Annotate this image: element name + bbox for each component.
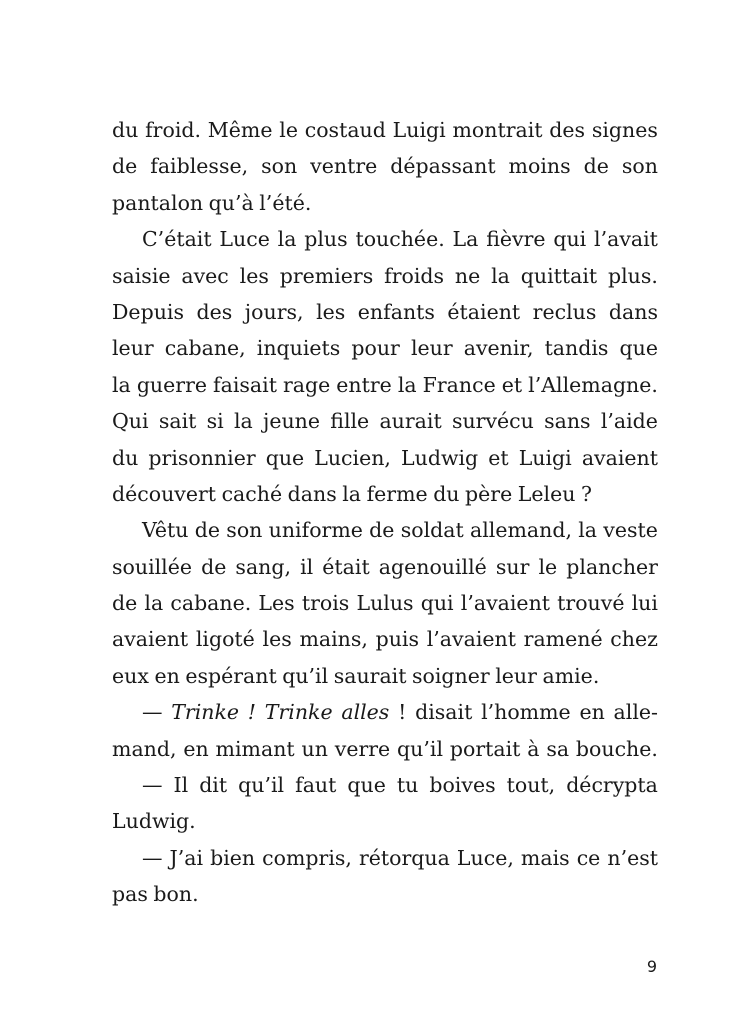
word: ligoté xyxy=(195,627,255,652)
word: inquiets xyxy=(256,336,341,361)
word: sait xyxy=(158,409,197,434)
word: la xyxy=(342,481,362,506)
word: C’était xyxy=(142,227,212,252)
word: caché xyxy=(221,481,283,506)
word: avaient xyxy=(112,627,189,652)
text-line xyxy=(112,512,658,548)
word: Qui xyxy=(112,409,149,434)
word: avec xyxy=(181,263,229,288)
word: Même xyxy=(207,118,273,142)
word: boives xyxy=(429,773,496,798)
word: soigner xyxy=(412,663,490,688)
word: Lulus xyxy=(356,591,414,616)
text-line xyxy=(112,221,658,257)
word: de xyxy=(112,591,138,616)
word: costaud xyxy=(304,118,386,142)
word: France xyxy=(422,372,496,397)
word: bien xyxy=(210,845,256,870)
word: qu’il xyxy=(282,663,329,688)
word: pantalon xyxy=(112,190,204,215)
word: en xyxy=(183,736,209,761)
word: puis xyxy=(375,627,420,652)
text-line xyxy=(112,694,658,730)
word: ramené xyxy=(523,627,603,652)
word: jours, xyxy=(244,299,304,324)
word: eux xyxy=(112,663,149,688)
word: saisie xyxy=(112,263,171,288)
word: qui xyxy=(420,591,454,616)
text-line xyxy=(112,803,658,839)
word: du xyxy=(112,445,139,470)
word: dans xyxy=(608,299,658,324)
word: sur xyxy=(495,554,530,579)
word: qu’il xyxy=(397,736,444,761)
word: sang, xyxy=(235,554,292,579)
word: les xyxy=(239,263,269,288)
word: mimant xyxy=(215,736,295,761)
word: les xyxy=(262,627,292,652)
text-line xyxy=(112,403,658,439)
text-line xyxy=(112,767,658,803)
text-line xyxy=(112,148,658,184)
word: à xyxy=(527,736,540,761)
text-line xyxy=(112,367,658,403)
word: ne xyxy=(454,263,481,288)
word: Depuis xyxy=(112,299,184,324)
word: trois xyxy=(301,591,350,616)
page-body-text xyxy=(112,112,658,913)
word: Luce, xyxy=(456,845,514,870)
word: les xyxy=(316,299,346,324)
word: qui xyxy=(553,227,587,252)
text-line xyxy=(112,731,658,767)
word: Trinke xyxy=(171,700,240,725)
word: lui xyxy=(631,591,658,616)
word: avaient xyxy=(581,445,658,470)
word: son xyxy=(261,154,298,179)
word: uniforme xyxy=(268,518,363,543)
word: plus xyxy=(304,227,348,252)
word: dépassant xyxy=(390,154,496,179)
word: de xyxy=(369,518,395,543)
word: Luigi xyxy=(518,445,572,470)
word: ! xyxy=(398,700,407,725)
word: allemand, xyxy=(469,518,572,543)
word: sans xyxy=(544,409,591,434)
text-line xyxy=(112,840,658,876)
word: amie. xyxy=(542,663,600,688)
word: la xyxy=(578,518,598,543)
word: de xyxy=(112,154,138,179)
word: pas xyxy=(112,882,148,907)
word: plancher xyxy=(566,554,658,579)
word: premiers xyxy=(279,263,374,288)
word: Vêtu xyxy=(142,518,189,543)
word: faisait xyxy=(213,372,277,397)
word: saurait xyxy=(333,663,407,688)
word: bouche. xyxy=(575,736,658,761)
word: et xyxy=(501,372,523,397)
word: Leleu xyxy=(517,481,576,506)
word: faut xyxy=(295,773,337,798)
word: avenir, xyxy=(463,336,534,361)
word: cabane, xyxy=(164,336,246,361)
word: sa xyxy=(546,736,570,761)
word: que xyxy=(619,336,658,361)
word: Ludwig. xyxy=(112,809,196,834)
word: était xyxy=(322,554,370,579)
word: tandis xyxy=(544,336,609,361)
word: reclus xyxy=(532,299,597,324)
word: rage xyxy=(282,372,331,397)
text-line xyxy=(112,585,658,621)
text-line xyxy=(112,658,658,694)
word: découvert xyxy=(112,481,217,506)
word: moins xyxy=(508,154,571,179)
word: la xyxy=(233,409,253,434)
word: disait xyxy=(415,700,473,725)
text-line xyxy=(112,294,658,330)
word: — xyxy=(142,845,163,870)
word: l’avaient xyxy=(426,627,516,652)
word: Ludwig xyxy=(401,445,479,470)
word: et xyxy=(488,445,509,470)
word: que xyxy=(347,773,386,798)
word: la xyxy=(144,591,164,616)
word: le xyxy=(538,554,558,579)
word: soldat xyxy=(400,518,464,543)
word: leur xyxy=(410,336,453,361)
word: froids xyxy=(384,263,445,288)
word: en xyxy=(154,663,180,688)
word: verre xyxy=(334,736,391,761)
text-line xyxy=(112,876,658,912)
word: — xyxy=(142,700,163,725)
word: quittait xyxy=(520,263,598,288)
word: un xyxy=(301,736,328,761)
word: alles xyxy=(341,700,390,725)
word: ventre xyxy=(310,154,378,179)
word: l’avait xyxy=(594,227,658,252)
word: faiblesse, xyxy=(150,154,249,179)
word: mais xyxy=(520,845,570,870)
word: n’est xyxy=(607,845,658,870)
word: décrypta xyxy=(566,773,658,798)
word: Lucien, xyxy=(314,445,391,470)
word: La xyxy=(452,227,479,252)
word: des xyxy=(549,118,586,142)
word: ferme xyxy=(366,481,428,506)
word: agenouillé xyxy=(378,554,487,579)
word: jeune xyxy=(262,409,321,434)
text-line xyxy=(112,621,658,657)
word: la xyxy=(491,263,510,288)
word: ! xyxy=(247,700,257,725)
word: alle- xyxy=(613,700,658,725)
word: Luce xyxy=(219,227,270,252)
word: bon. xyxy=(153,882,199,907)
word: prisonnier xyxy=(148,445,256,470)
word: compris, xyxy=(262,845,352,870)
word: leur xyxy=(112,336,154,361)
word: qu’à xyxy=(208,190,254,215)
word: portait xyxy=(449,736,521,761)
word: des xyxy=(196,299,233,324)
word: entre xyxy=(336,372,392,397)
word: Luigi xyxy=(392,118,446,142)
word: ? xyxy=(580,481,592,506)
word: survécu xyxy=(451,409,534,434)
word: enfants xyxy=(357,299,435,324)
word: l’été. xyxy=(259,190,312,215)
word: cabane. xyxy=(170,591,252,616)
word: trouvé xyxy=(557,591,625,616)
word: père xyxy=(465,481,513,506)
word: J’ai xyxy=(169,845,204,870)
word: l’homme xyxy=(481,700,571,725)
word: l’Allemagne. xyxy=(528,372,658,397)
word: le xyxy=(279,118,298,142)
page-number: 9 xyxy=(646,957,657,976)
word: mains, xyxy=(299,627,368,652)
text-line xyxy=(112,476,658,512)
word: de xyxy=(194,518,221,543)
word: de xyxy=(583,154,609,179)
text-line xyxy=(112,330,658,366)
word: l’aide xyxy=(600,409,658,434)
word: du xyxy=(112,118,139,142)
text-line xyxy=(112,258,658,294)
word: tu xyxy=(396,773,419,798)
word: qu’il xyxy=(238,773,285,798)
word: guerre xyxy=(136,372,208,397)
word: fille xyxy=(330,409,370,434)
word: en xyxy=(579,700,605,725)
word: l’avaient xyxy=(460,591,551,616)
word: froid. xyxy=(145,118,202,142)
word: montrait xyxy=(452,118,543,142)
word: tout, xyxy=(506,773,556,798)
text-line xyxy=(112,185,658,221)
word: son xyxy=(226,518,263,543)
word: fièvre xyxy=(486,227,546,252)
word: son xyxy=(621,154,658,179)
word: mand, xyxy=(112,736,177,761)
word: — xyxy=(142,773,163,798)
word: dit xyxy=(199,773,228,798)
text-line xyxy=(112,440,658,476)
word: que xyxy=(265,445,305,470)
word: souillée xyxy=(112,554,192,579)
word: espérant xyxy=(185,663,277,688)
word: du xyxy=(433,481,460,506)
word: la xyxy=(112,372,131,397)
word: étaient xyxy=(447,299,521,324)
word: ce xyxy=(576,845,601,870)
word: chez xyxy=(610,627,658,652)
word: signes xyxy=(591,118,658,142)
word: de xyxy=(201,554,227,579)
word: la xyxy=(277,227,297,252)
word: leur xyxy=(495,663,537,688)
word: si xyxy=(206,409,224,434)
word: pour xyxy=(351,336,400,361)
word: dans xyxy=(287,481,337,506)
word: Il xyxy=(173,773,189,798)
word: veste xyxy=(603,518,658,543)
text-line xyxy=(112,112,658,148)
text-line xyxy=(112,549,658,585)
word: rétorqua xyxy=(359,845,450,870)
word: la xyxy=(397,372,417,397)
word: aurait xyxy=(379,409,442,434)
word: il xyxy=(300,554,314,579)
word: Les xyxy=(258,591,295,616)
word: Trinke xyxy=(264,700,333,725)
word: touchée. xyxy=(355,227,445,252)
word: plus. xyxy=(607,263,658,288)
